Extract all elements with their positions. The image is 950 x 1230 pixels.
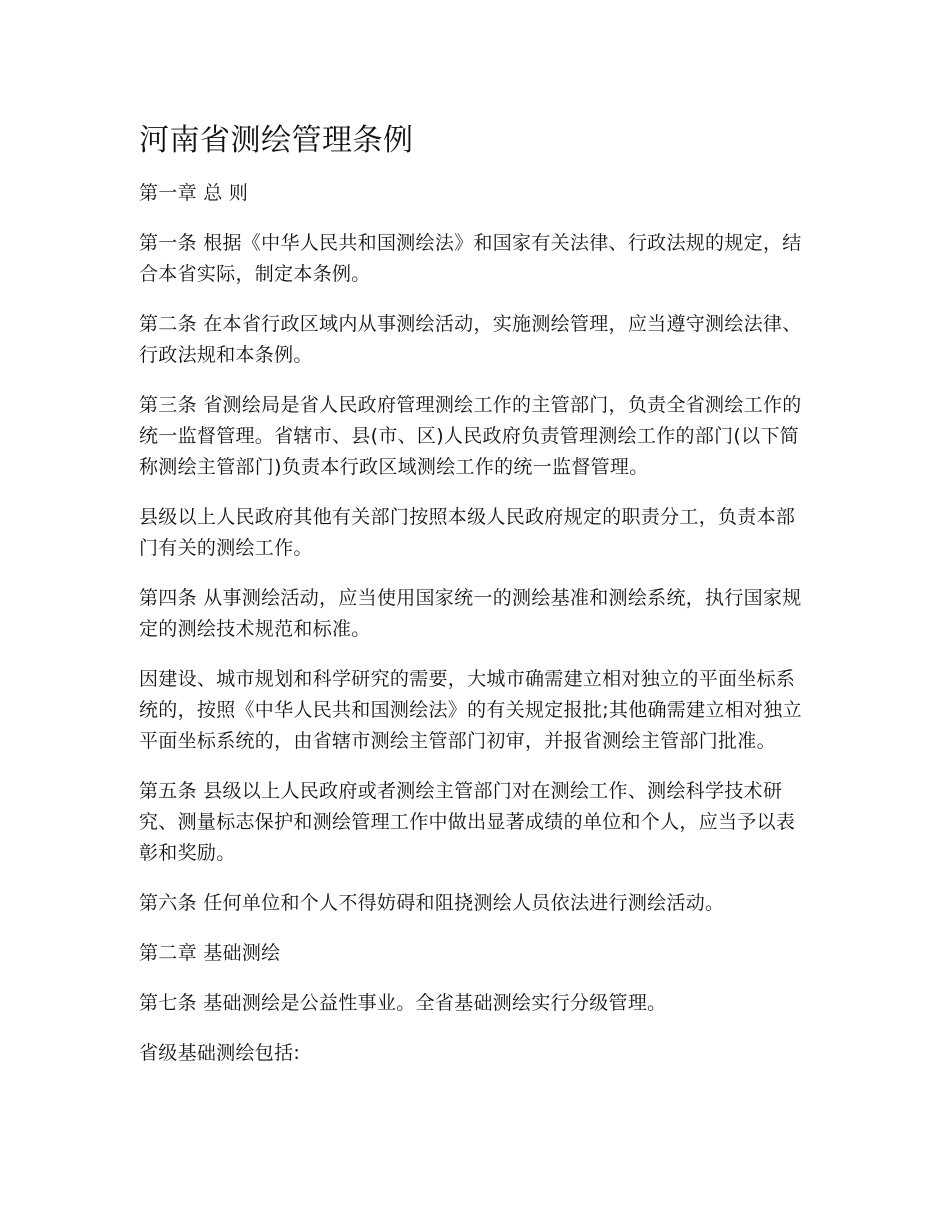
article-2: 第二条 在本省行政区域内从事测绘活动，实施测绘管理，应当遵守测绘法律、行政法规和本条例。 bbox=[139, 313, 802, 366]
chapter-heading-2: 第二章 基础测绘 bbox=[139, 942, 281, 964]
document-title: 河南省测绘管理条例 bbox=[139, 123, 414, 158]
article-7-paragraph-2: 省级基础测绘包括: bbox=[139, 1042, 301, 1064]
chapter-heading-1: 第一章 总 则 bbox=[139, 182, 249, 204]
article-7: 第七条 基础测绘是公益性事业。全省基础测绘实行分级管理。 bbox=[139, 992, 667, 1014]
article-4: 第四条 从事测绘活动，应当使用国家统一的测绘基准和测绘系统，执行国家规定的测绘技术规范和标准。 bbox=[139, 587, 802, 640]
article-6: 第六条 任何单位和个人不得妨碍和阻挠测绘人员依法进行测绘活动。 bbox=[139, 892, 725, 914]
article-3-paragraph-2: 县级以上人民政府其他有关部门按照本级人民政府规定的职责分工，负责本部门有关的测绘工作。 bbox=[139, 506, 796, 559]
article-5: 第五条 县级以上人民政府或者测绘主管部门对在测绘工作、测绘科学技术研究、测量标志保护和测绘管理工作中做出显著成绩的单位和个人，应当予以表彰和奖励。 bbox=[139, 780, 796, 864]
article-1: 第一条 根据《中华人民共和国测绘法》和国家有关法律、行政法规的规定，结合本省实际，制定本条例。 bbox=[139, 232, 802, 285]
document-page bbox=[139, 120, 814, 1088]
article-3: 第三条 省测绘局是省人民政府管理测绘工作的主管部门，负责全省测绘工作的统一监督管理。省辖市、县(市、区)人民政府负责管理测绘工作的部门(以下简称测绘主管部门)负责本行政区域测绘工作的统一监督管理。 bbox=[139, 394, 802, 478]
article-4-paragraph-2: 因建设、城市规划和科学研究的需要，大城市确需建立相对独立的平面坐标系统的，按照《中华人民共和国测绘法》的有关规定报批;其他确需建立相对独立平面坐标系统的，由省辖市测绘主管部门初审，并报省测绘主管部门批准。 bbox=[139, 668, 802, 752]
